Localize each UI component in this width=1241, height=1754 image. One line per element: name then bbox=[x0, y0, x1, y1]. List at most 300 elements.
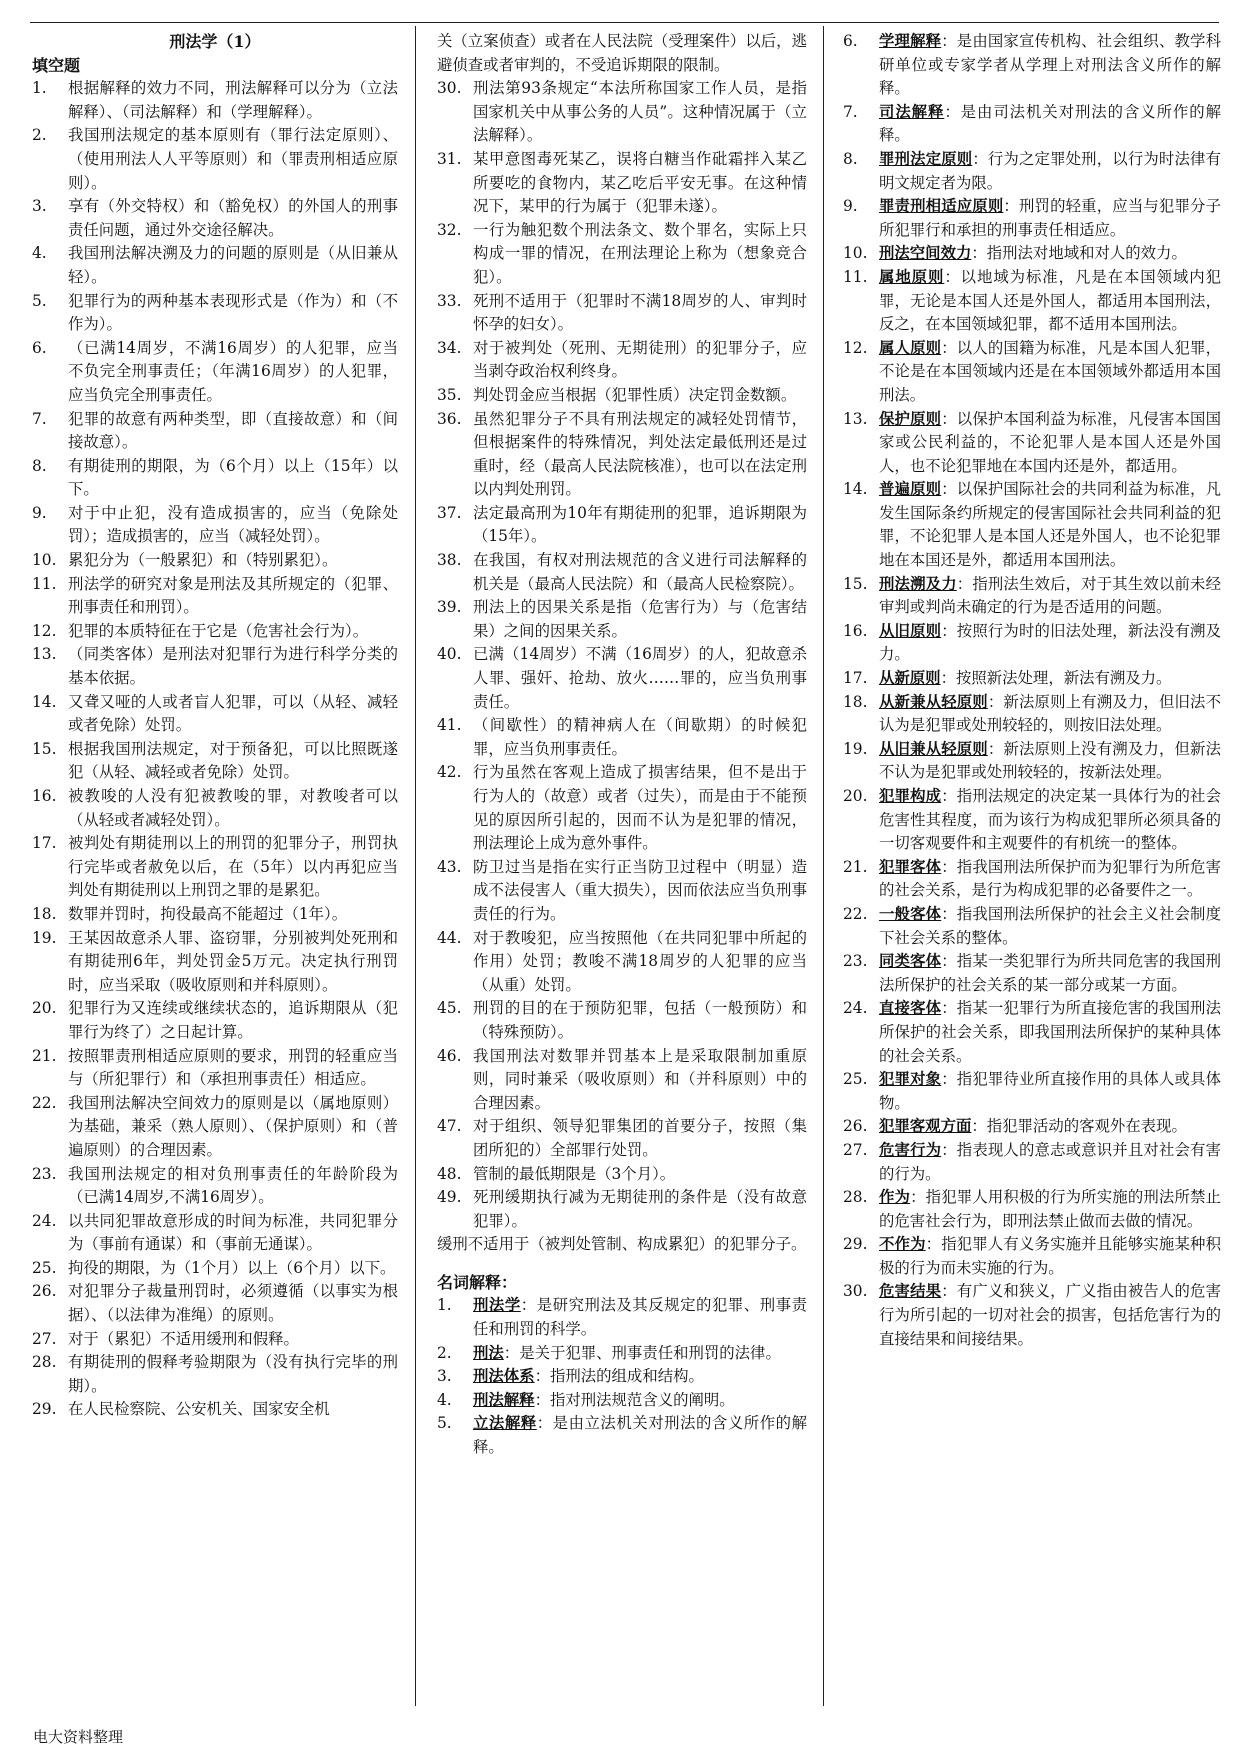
top-rule bbox=[30, 22, 1219, 23]
term-item bbox=[843, 337, 1221, 408]
term-item bbox=[843, 1068, 1221, 1115]
fill-item bbox=[32, 620, 398, 644]
item-number: 17. bbox=[32, 834, 57, 853]
term-body bbox=[879, 997, 1221, 1068]
fill-item bbox=[32, 1280, 398, 1327]
fill-item bbox=[32, 643, 398, 690]
item-text: 行为虽然在客观上造成了损害结果，但不是出于行为人的（故意）或者（过失），而是由于不能预见的原因所引起的，因而不认为是犯罪的情况，刑法理论上成为意外事件。 bbox=[473, 763, 807, 853]
item-number: 6. bbox=[32, 338, 47, 357]
term-name: 立法解释 bbox=[473, 1414, 537, 1433]
fill-item bbox=[32, 691, 398, 738]
item-text: 刑法学的研究对象是刑法及其所规定的（犯罪、刑事责任和刑罚）。 bbox=[68, 574, 398, 617]
item-number: 8. bbox=[32, 456, 47, 475]
item-number: 41. bbox=[437, 716, 462, 735]
item-number: 49. bbox=[437, 1188, 462, 1207]
term-name: 刑法溯及力 bbox=[879, 574, 957, 593]
item-number: 36. bbox=[437, 409, 462, 428]
item-text: 刑法上的因果关系是指（危害行为）与（危害结果）之间的因果关系。 bbox=[473, 598, 807, 640]
item-text: 防卫过当是指在实行正当防卫过程中（明显）造成不法侵害人（重大损失），因而依法应当负刑事责任的行为。 bbox=[473, 857, 807, 923]
term-list-part-2 bbox=[843, 30, 1221, 1351]
item-text: 有期徒刑的期限，为（6个月）以上（15年）以下。 bbox=[68, 456, 398, 499]
term-item bbox=[843, 691, 1221, 738]
term-name: 危害结果 bbox=[879, 1282, 942, 1301]
fill-item bbox=[437, 643, 807, 714]
item-number: 22. bbox=[32, 1093, 57, 1112]
item-number: 16. bbox=[843, 621, 868, 640]
item-number: 20. bbox=[843, 787, 868, 805]
fill-item bbox=[32, 573, 398, 620]
item-text: 我国刑法规定的基本原则有（罪行法定原则）、（使用刑法人人平等原则）和（罪责刑相适应原则）。 bbox=[68, 126, 398, 192]
item-number: 27. bbox=[32, 1329, 57, 1348]
item-text: 对于教唆犯，应当按照他（在共同犯罪中所起的作用）处罚；教唆不满18周岁的人犯罪的应当（从重）处罚。 bbox=[473, 928, 807, 994]
item-text: 犯罪的本质特征在于它是（危害社会行为）。 bbox=[68, 621, 369, 640]
term-name: 危害行为 bbox=[879, 1140, 942, 1159]
term-body bbox=[879, 1280, 1221, 1351]
term-definition: ：新法原则上有溯及力，但旧法不认为是犯罪或处刑较轻的，则按旧法处理。 bbox=[879, 692, 1221, 735]
item-text: 犯罪的故意有两种类型，即（直接故意）和（间接故意）。 bbox=[68, 409, 398, 452]
item-number: 1. bbox=[32, 79, 47, 98]
term-name: 普遍原则 bbox=[879, 480, 942, 499]
item-text: 犯罪行为又连续或继续状态的，追诉期限从（犯罪行为终了）之日起计算。 bbox=[68, 999, 398, 1041]
item-text: 又聋又哑的人或者盲人犯罪，可以（从轻、减轻或者免除）处罚。 bbox=[68, 692, 398, 735]
item-number: 42. bbox=[437, 763, 462, 782]
item-number: 14. bbox=[843, 480, 868, 499]
term-item bbox=[843, 242, 1221, 266]
term-definition: ：按照行为时的旧法处理，新法没有溯及力。 bbox=[879, 621, 1221, 664]
term-body bbox=[879, 573, 1221, 620]
item-number: 2. bbox=[32, 126, 47, 145]
fill-item bbox=[437, 77, 807, 148]
item-number: 11. bbox=[843, 267, 868, 286]
item-number: 30. bbox=[843, 1282, 868, 1301]
term-item bbox=[437, 1389, 807, 1413]
item-text: 已满（14周岁）不满（16周岁）的人，犯故意杀人罪、强奸、抢劫、放火……罪的，应当负刑事责任。 bbox=[473, 645, 807, 711]
item-text: 享有（外交特权）和（豁免权）的外国人的刑事责任问题，通过外交途径解决。 bbox=[68, 197, 398, 239]
term-definition: ：以地域为标准，凡是在本国领域内犯罪，无论是本国人还是外国人，都适用本国刑法，反之，在本国领域犯罪，都不适用本国刑法。 bbox=[879, 267, 1221, 334]
term-definition: ：以人的国籍为标准，凡是本国人犯罪，不论是在本国领域内还是在本国领域外都适用本国刑法。 bbox=[879, 338, 1221, 404]
term-definition: ：指对刑法规范含义的阐明。 bbox=[534, 1390, 735, 1409]
fill-item bbox=[32, 124, 398, 195]
term-definition: ：是关于犯罪、刑事责任和刑罚的法律。 bbox=[503, 1343, 781, 1362]
item-number: 29. bbox=[843, 1235, 868, 1254]
item-text: 对于（累犯）不适用缓刑和假释。 bbox=[68, 1329, 299, 1348]
term-definition: ：指刑法生效后，对于其生效以前未经审判或判尚未确定的行为是否适用的问题。 bbox=[879, 574, 1221, 617]
fill-item bbox=[32, 1210, 398, 1257]
item-text: 死刑不适用于（犯罪时不满18周岁的人、审判时怀孕的妇女）。 bbox=[473, 291, 807, 334]
term-name: 犯罪对象 bbox=[879, 1070, 942, 1089]
fill-item bbox=[32, 195, 398, 242]
term-body bbox=[879, 903, 1221, 950]
term-definition: ：指刑法规定的决定某一具体行为的社会危害性其程度，而为该行为构成犯罪所必须具备的一切客观要件和主观要件的有机统一的整体。 bbox=[879, 787, 1221, 853]
fill-item bbox=[32, 1257, 398, 1281]
item-number: 24. bbox=[843, 999, 868, 1018]
term-body bbox=[879, 620, 1221, 667]
term-name: 刑法空间效力 bbox=[879, 244, 972, 263]
item-text: 对于中止犯，没有造成损害的，应当（免除处罚）；造成损害的，应当（减轻处罚）。 bbox=[68, 503, 398, 546]
term-list-part-1 bbox=[437, 1294, 807, 1459]
fill-item bbox=[32, 242, 398, 289]
item-number: 23. bbox=[843, 952, 868, 971]
term-name: 从旧原则 bbox=[879, 621, 942, 640]
term-name: 同类客体 bbox=[879, 952, 942, 971]
item-text: 被判处有期徒刑以上的刑罚的犯罪分子，刑罚执行完毕或者赦免以后，在（5年）以内再犯应当判处有期徒刑以上刑罚之罪的是累犯。 bbox=[68, 834, 398, 900]
term-body bbox=[879, 1068, 1221, 1115]
item-number: 29. bbox=[32, 1400, 57, 1419]
term-item bbox=[843, 266, 1221, 337]
term-definition: ：指犯罪待业所直接作用的具体人或具体物。 bbox=[879, 1070, 1221, 1112]
term-body bbox=[473, 1389, 807, 1413]
item-number: 34. bbox=[437, 338, 462, 357]
term-item bbox=[843, 950, 1221, 997]
term-name: 刑法体系 bbox=[473, 1367, 535, 1386]
item-text: （同类客体）是刑法对犯罪行为进行科学分类的基本依据。 bbox=[68, 645, 398, 688]
fill-item bbox=[32, 1045, 398, 1092]
term-item bbox=[843, 148, 1221, 195]
item-number: 19. bbox=[843, 739, 868, 758]
item-number: 5. bbox=[32, 291, 47, 310]
item-number: 18. bbox=[32, 904, 57, 923]
term-name: 属人原则 bbox=[879, 338, 942, 357]
item-number: 12. bbox=[32, 621, 57, 640]
item-number: 48. bbox=[437, 1164, 462, 1183]
fill-item bbox=[437, 856, 807, 927]
term-item bbox=[843, 573, 1221, 620]
item-number: 43. bbox=[437, 857, 462, 876]
fill-item bbox=[32, 77, 398, 124]
item-number: 25. bbox=[843, 1070, 868, 1089]
column-2 bbox=[437, 30, 807, 1460]
term-definition: ：指刑法对地域和对人的效力。 bbox=[971, 244, 1187, 263]
fill-item bbox=[437, 761, 807, 855]
term-name: 不作为 bbox=[879, 1235, 926, 1254]
fill-item bbox=[32, 1092, 398, 1163]
item-number: 7. bbox=[843, 102, 858, 121]
item-number: 20. bbox=[32, 999, 57, 1018]
item-text: 在人民检察院、公安机关、国家安全机 bbox=[68, 1400, 330, 1419]
fill-item bbox=[437, 408, 807, 502]
fill-item bbox=[437, 714, 807, 761]
fill-blank-list-part-1 bbox=[32, 77, 398, 1422]
term-definition: ：指某一类犯罪行为所共同危害的我国刑法所保护的社会关系的某一部分或某一方面。 bbox=[879, 952, 1221, 994]
item-number: 7. bbox=[32, 409, 47, 428]
item-text: 法定最高刑为10年有期徒刑的犯罪，追诉期限为（15年）。 bbox=[473, 503, 807, 546]
term-name: 作为 bbox=[879, 1188, 911, 1207]
term-definition: ：行为之定罪处刑，以行为时法律有明文规定者为限。 bbox=[879, 149, 1221, 192]
item-text: 犯罪行为的两种基本表现形式是（作为）和（不作为）。 bbox=[68, 291, 398, 334]
term-item bbox=[843, 738, 1221, 785]
term-body bbox=[879, 408, 1221, 479]
item-text: 虽然犯罪分子不具有刑法规定的减轻处罚情节，但根据案件的特殊情况，判处法定最低刑还是过重时，经（最高人民法院核准），也可以在法定刑以内判处刑罚。 bbox=[473, 409, 807, 499]
column-divider-2 bbox=[823, 26, 824, 1706]
term-name: 刑法 bbox=[473, 1343, 504, 1362]
page-title: 刑法学（1） bbox=[169, 32, 261, 51]
term-item bbox=[843, 1233, 1221, 1280]
term-body bbox=[879, 1233, 1221, 1280]
item-number: 45. bbox=[437, 999, 462, 1018]
item-text: 根据解释的效力不同，刑法解释可以分为（立法解释）、（司法解释）和（学理解释）。 bbox=[68, 79, 398, 121]
term-definition: ：是研究刑法及其反规定的犯罪、刑事责任和刑罚的科学。 bbox=[473, 1296, 807, 1339]
term-body bbox=[879, 1115, 1221, 1139]
term-body bbox=[879, 785, 1221, 856]
term-item bbox=[843, 408, 1221, 479]
item-number: 39. bbox=[437, 598, 462, 617]
item-number: 16. bbox=[32, 787, 57, 805]
item-number: 23. bbox=[32, 1164, 57, 1183]
term-body bbox=[879, 667, 1221, 691]
item-text: 管制的最低期限是（3个月）。 bbox=[473, 1164, 676, 1183]
fill-item bbox=[437, 1045, 807, 1116]
fill-item bbox=[32, 785, 398, 832]
fill-item bbox=[32, 337, 398, 408]
term-name: 属地原则 bbox=[879, 267, 945, 286]
extra-fill-item: 缓刑不适用于（被判处管制、构成累犯）的犯罪分子。 bbox=[437, 1235, 807, 1254]
term-body bbox=[879, 738, 1221, 785]
item-number: 24. bbox=[32, 1211, 57, 1230]
term-name: 一般客体 bbox=[879, 904, 942, 923]
fill-item bbox=[437, 337, 807, 384]
item-number: 28. bbox=[32, 1353, 57, 1372]
term-definition: ：刑罚的轻重，应当与犯罪分子所犯罪行和承担的刑事责任相适应。 bbox=[879, 197, 1221, 239]
footer-note: 电大资料整理 bbox=[33, 1728, 124, 1746]
fill-item bbox=[437, 384, 807, 408]
term-item bbox=[843, 620, 1221, 667]
item-number: 9. bbox=[32, 503, 47, 522]
fill-item bbox=[32, 903, 398, 927]
term-body bbox=[879, 856, 1221, 903]
fill-item bbox=[32, 408, 398, 455]
item-number: 22. bbox=[843, 904, 868, 923]
term-name: 从新原则 bbox=[879, 669, 941, 688]
item-text: （间歇性）的精神病人在（间歇期）的时候犯罪，应当负刑事责任。 bbox=[473, 716, 807, 758]
term-name: 犯罪客体 bbox=[879, 857, 942, 876]
item-number: 1. bbox=[437, 1296, 452, 1315]
term-name: 学理解释 bbox=[879, 32, 942, 50]
item-number: 2. bbox=[437, 1343, 452, 1362]
item-number: 13. bbox=[843, 409, 868, 428]
term-item bbox=[843, 101, 1221, 148]
item-number: 38. bbox=[437, 551, 462, 570]
item-number: 18. bbox=[843, 692, 868, 711]
item-number: 33. bbox=[437, 291, 462, 310]
item-text: 有期徒刑的假释考验期限为（没有执行完毕的刑期）。 bbox=[68, 1353, 398, 1395]
item-number: 9. bbox=[843, 197, 858, 216]
term-item bbox=[437, 1294, 807, 1341]
term-item bbox=[843, 667, 1221, 691]
term-heading: 名词解释： bbox=[437, 1272, 518, 1292]
item-text: 刑罚的目的在于预防犯罪，包括（一般预防）和（特殊预防）。 bbox=[473, 999, 807, 1041]
fill-item bbox=[32, 290, 398, 337]
term-item bbox=[843, 997, 1221, 1068]
fill-item bbox=[32, 1328, 398, 1352]
item-text: 拘役的期限，为（1个月）以上（6个月）以下。 bbox=[68, 1258, 396, 1277]
term-body bbox=[473, 1365, 807, 1389]
term-body bbox=[473, 1412, 807, 1459]
fill-blank-list-part-2 bbox=[437, 77, 807, 1233]
fill-item bbox=[32, 738, 398, 785]
item-text: 按照罪责刑相适应原则的要求，刑罚的轻重应当与（所犯罪行）和（承担刑事责任）相适应。 bbox=[68, 1046, 398, 1089]
term-definition: ：指某一犯罪行为所直接危害的我国刑法所保护的社会关系，即我国刑法所保护的某种具体的社会关系。 bbox=[879, 999, 1221, 1065]
term-body bbox=[879, 691, 1221, 738]
term-name: 保护原则 bbox=[879, 409, 942, 428]
item-number: 28. bbox=[843, 1188, 868, 1207]
term-definition: ：指刑法的组成和结构。 bbox=[534, 1367, 704, 1386]
term-definition: ：指犯罪活动的客观外在表现。 bbox=[971, 1117, 1187, 1136]
item-number: 8. bbox=[843, 149, 858, 168]
item-text: 我国刑法解决空间效力的原则是以（属地原则）为基础，兼采（熟人原则）、（保护原则）和（普遍原则）的合理因素。 bbox=[68, 1093, 398, 1159]
item-number: 4. bbox=[32, 244, 47, 263]
term-item bbox=[843, 1115, 1221, 1139]
term-definition: ：以保护国际社会的共同利益为标准，凡发生国际条约所规定的侵害国际社会共同利益的犯罪，不论犯罪人是本国人还是外国人，也不论犯罪地在本国还是外，都适用本国刑法。 bbox=[879, 480, 1221, 570]
term-definition: ：指犯罪人用积极的行为所实施的刑法所禁止的危害社会行为，即刑法禁止做而去做的情况。 bbox=[879, 1188, 1221, 1230]
item-text: 判处罚金应当根据（犯罪性质）决定罚金数额。 bbox=[473, 385, 797, 404]
term-body bbox=[473, 1342, 807, 1366]
item-number: 6. bbox=[843, 32, 858, 50]
term-name: 犯罪客观方面 bbox=[879, 1117, 972, 1136]
item-number: 12. bbox=[843, 338, 868, 357]
fill-blank-heading: 填空题 bbox=[32, 55, 81, 75]
term-name: 罪刑法定原则 bbox=[879, 149, 973, 168]
term-item bbox=[843, 1139, 1221, 1186]
term-definition: ：按照新法处理，新法有溯及力。 bbox=[940, 669, 1172, 688]
item-number: 4. bbox=[437, 1390, 452, 1409]
item-number: 30. bbox=[437, 79, 462, 98]
term-definition: ：指犯罪人有义务实施并且能够实施某种积极的行为而未实施的行为。 bbox=[879, 1235, 1221, 1277]
fill-item bbox=[437, 1115, 807, 1162]
fill-item bbox=[437, 549, 807, 596]
item-text: 根据我国刑法规定，对于预备犯，可以比照既遂犯（从轻、减轻或者免除）处罚。 bbox=[68, 739, 398, 782]
column-divider-1 bbox=[415, 26, 416, 1706]
term-name: 刑法学 bbox=[473, 1296, 521, 1315]
item-text: 对于组织、领导犯罪集团的首要分子，按照（集团所犯的）全部罪行处罚。 bbox=[473, 1117, 807, 1159]
item-number: 3. bbox=[32, 197, 47, 216]
term-definition: ：是由司法机关对刑法的含义所作的解释。 bbox=[879, 102, 1221, 145]
item-number: 31. bbox=[437, 149, 462, 168]
item-number: 15. bbox=[32, 739, 57, 758]
item-text: 对于被判处（死刑、无期徒刑）的犯罪分子，应当剥夺政治权利终身。 bbox=[473, 338, 807, 381]
item-text: （已满14周岁，不满16周岁）的人犯罪，应当不负完全刑事责任；（年满16周岁）的人犯罪，应当负完全刑事责任。 bbox=[68, 338, 398, 404]
fill-item bbox=[32, 549, 398, 573]
term-body bbox=[879, 101, 1221, 148]
term-item bbox=[843, 903, 1221, 950]
term-body bbox=[879, 30, 1221, 101]
fill-item bbox=[437, 927, 807, 998]
term-definition: ：是由立法机关对刑法的含义所作的解释。 bbox=[473, 1414, 807, 1457]
term-item bbox=[437, 1342, 807, 1366]
term-item bbox=[843, 856, 1221, 903]
fill-item bbox=[32, 1351, 398, 1398]
fill-item bbox=[437, 148, 807, 219]
item-text: 对犯罪分子裁量刑罚时，必须遵循（以事实为根据）、（以法律为准绳）的原则。 bbox=[68, 1282, 398, 1325]
fill-item bbox=[437, 290, 807, 337]
item-text: 某甲意图毒死某乙，误将白糖当作砒霜拌入某乙所要吃的食物内，某乙吃后平安无事。在这种情况下，某甲的行为属于（犯罪未遂）。 bbox=[473, 149, 807, 216]
term-body bbox=[879, 148, 1221, 195]
item-text: 王某因故意杀人罪、盗窃罪，分别被判处死刑和有期徒刑6年，判处罚金5万元。决定执行刑罚时，应当采取（吸收原则和并科原则）。 bbox=[68, 928, 398, 994]
item-number: 21. bbox=[32, 1046, 57, 1065]
fill-item bbox=[437, 997, 807, 1044]
term-definition: ：以保护本国利益为标准，凡侵害本国国家或公民利益的，不论犯罪人是本国人还是外国人，也不论犯罪地在本国内还是外，都适用。 bbox=[879, 409, 1221, 475]
fill-item bbox=[32, 455, 398, 502]
item-text: 死刑缓期执行减为无期徒刑的条件是（没有故意犯罪）。 bbox=[473, 1188, 807, 1230]
item-number: 47. bbox=[437, 1117, 462, 1136]
term-body bbox=[879, 242, 1221, 266]
term-definition: ：指表现人的意志或意识并且对社会有害的行为。 bbox=[879, 1140, 1221, 1183]
fill-item bbox=[32, 832, 398, 903]
item-text: 数罪并罚时，拘役最高不能超过（1年）。 bbox=[68, 904, 348, 923]
term-name: 犯罪构成 bbox=[879, 787, 942, 805]
item-number: 5. bbox=[437, 1414, 452, 1433]
term-item bbox=[437, 1412, 807, 1459]
term-definition: ：指我国刑法所保护而为犯罪行为所危害的社会关系，是行为构成犯罪的必备要件之一。 bbox=[879, 857, 1221, 900]
fill-item bbox=[32, 1398, 398, 1422]
term-name: 罪责刑相适应原则 bbox=[879, 197, 1004, 216]
item-text: 我国刑法规定的相对负刑事责任的年龄阶段为（已满14周岁,不满16周岁）。 bbox=[68, 1164, 398, 1207]
term-name: 刑法解释 bbox=[473, 1390, 535, 1409]
item-number: 3. bbox=[437, 1367, 452, 1386]
term-definition: ：新法原则上没有溯及力，但新法不认为是犯罪或处刑较轻的，按新法处理。 bbox=[879, 739, 1221, 782]
term-item bbox=[843, 785, 1221, 856]
fill-item bbox=[437, 219, 807, 290]
fill-item bbox=[437, 1163, 807, 1187]
item-number: 21. bbox=[843, 857, 868, 876]
fill-item bbox=[437, 596, 807, 643]
fill-item bbox=[32, 1163, 398, 1210]
term-body bbox=[879, 337, 1221, 408]
item-number: 44. bbox=[437, 928, 462, 947]
item-number: 35. bbox=[437, 385, 462, 404]
term-definition: ：是由国家宣传机构、社会组织、教学科研单位或专家学者从学理上对刑法含义所作的解释。 bbox=[879, 32, 1221, 98]
term-definition: ：有广义和狭义，广义指由被告人的危害行为所引起的一切对社会的损害，包括危害行为的直接结果和间接结果。 bbox=[879, 1282, 1221, 1348]
fill-item bbox=[32, 927, 398, 998]
item-number: 40. bbox=[437, 645, 462, 664]
item-number: 32. bbox=[437, 220, 462, 239]
term-body bbox=[879, 950, 1221, 997]
term-body bbox=[879, 1139, 1221, 1186]
item-number: 15. bbox=[843, 574, 868, 593]
item-number: 13. bbox=[32, 645, 57, 664]
term-item bbox=[843, 478, 1221, 572]
item-number: 10. bbox=[32, 551, 57, 570]
term-item bbox=[843, 1186, 1221, 1233]
term-body bbox=[473, 1294, 807, 1341]
item-text: 以共同犯罪故意形成的时间为标准，共同犯罪分为（事前有通谋）和（事前无通谋）。 bbox=[68, 1211, 398, 1254]
item-number: 14. bbox=[32, 692, 57, 711]
term-name: 司法解释 bbox=[879, 102, 945, 121]
term-body bbox=[879, 266, 1221, 337]
term-definition: ：指我国刑法所保护的社会主义社会制度下社会关系的整体。 bbox=[879, 904, 1221, 947]
item-number: 11. bbox=[32, 574, 57, 593]
item-text: 累犯分为（一般累犯）和（特别累犯）。 bbox=[68, 551, 338, 570]
item-number: 46. bbox=[437, 1046, 462, 1065]
term-item bbox=[843, 30, 1221, 101]
fill-item bbox=[32, 502, 398, 549]
column-1 bbox=[32, 30, 398, 1422]
item-text: 刑法第93条规定“本法所称国家工作人员，是指国家机关中从事公务的人员”。这种情况属于（立法解释）。 bbox=[473, 79, 807, 145]
fill-item bbox=[437, 502, 807, 549]
term-name: 从新兼从轻原则 bbox=[879, 692, 988, 711]
term-item bbox=[843, 195, 1221, 242]
fill-item bbox=[32, 997, 398, 1044]
column-3 bbox=[843, 30, 1221, 1351]
continued-item-29: 关（立案侦查）或者在人民法院（受理案件）以后，逃避侦查或者审判的，不受追诉期限的限制。 bbox=[437, 32, 807, 74]
item-text: 在我国，有权对刑法规范的含义进行司法解释的机关是（最高人民法院）和（最高人民检察院）。 bbox=[473, 551, 807, 593]
item-number: 19. bbox=[32, 928, 57, 947]
term-item bbox=[843, 1280, 1221, 1351]
item-number: 26. bbox=[843, 1117, 868, 1136]
term-name: 直接客体 bbox=[879, 999, 942, 1018]
item-number: 27. bbox=[843, 1140, 868, 1159]
term-body bbox=[879, 478, 1221, 572]
item-number: 17. bbox=[843, 669, 868, 688]
